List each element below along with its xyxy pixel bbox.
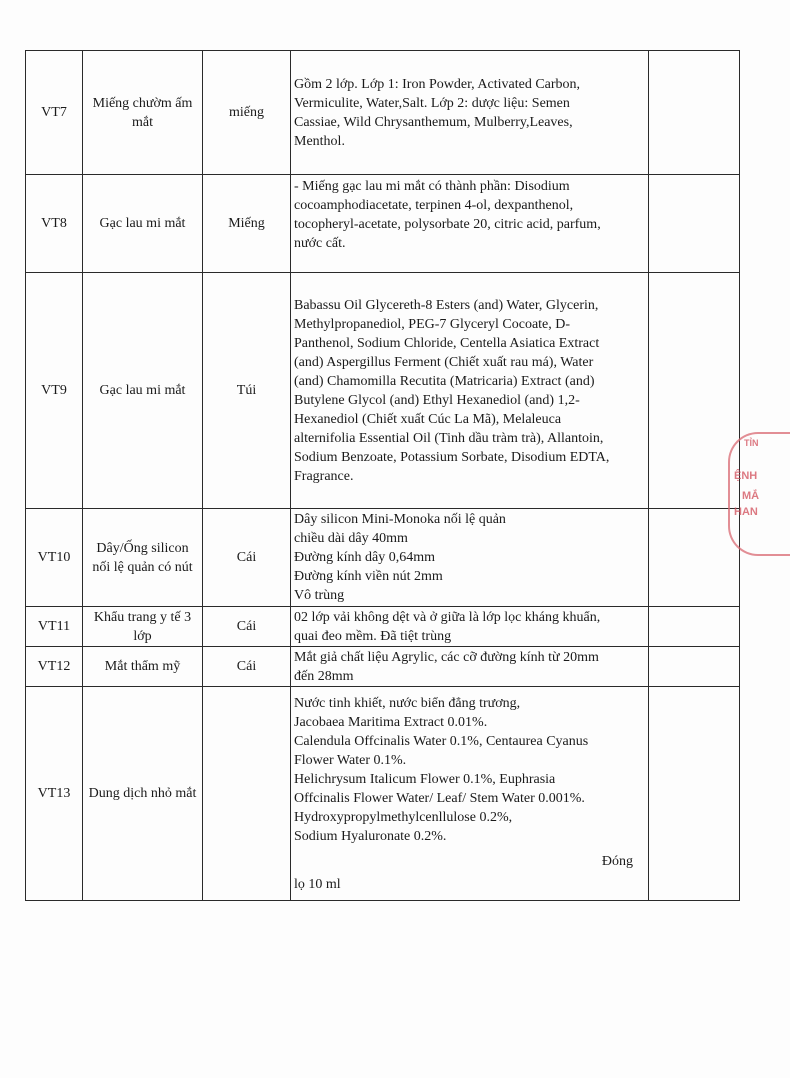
row-unit: Túi (203, 273, 291, 509)
table-row-vt11 (26, 607, 740, 647)
row-name: Mắt thẩm mỹ (83, 647, 203, 687)
row-empty-cell (649, 687, 740, 901)
row-empty-cell (649, 607, 740, 647)
row-unit: Cái (203, 647, 291, 687)
row-unit (203, 687, 291, 901)
table-row-vt12 (26, 647, 740, 687)
supplies-table (25, 50, 740, 901)
row-description: - Miếng gạc lau mi mắt có thành phần: Disodium cocoamphodiacetate, terpinen 4-ol, dexpanthenol, tocopheryl-acetate, polysorbate 20, citric acid, parfum, nước cất. (291, 175, 649, 273)
row-name: Miếng chườm ấm mắt (83, 51, 203, 175)
row-description: Dây silicon Mini-Monoka nối lệ quản chiều dài dây 40mm Đường kính dây 0,64mm Đường kính viền nút 2mm Vô trùng (291, 509, 649, 607)
row-empty-cell (649, 175, 740, 273)
row-unit: Cái (203, 607, 291, 647)
row-description: Mắt giả chất liệu Agrylic, các cỡ đường kính từ 20mm đến 28mm (291, 647, 649, 687)
table-row-vt10 (26, 509, 740, 607)
row-name: Gạc lau mi mắt (83, 273, 203, 509)
table-row-vt8 (26, 175, 740, 273)
row-name: Dây/Ống silicon nối lệ quản có nút (83, 509, 203, 607)
row-code: VT7 (26, 51, 83, 175)
row-description: Babassu Oil Glycereth-8 Esters (and) Water, Glycerin, Methylpropanediol, PEG-7 Glyceryl Cocoate, D- Panthenol, Sodium Chloride, Centella Asiatica Extract (and) Aspergillus Ferment (Chiết xuất rau má), Water (and) Chamomilla Recutita (Matricaria) Extract (and) Butylene Glycol (and) Ethyl Hexanediol (and) 1,2- Hexanediol (Chiết xuất Cúc La Mã), Melaleuca alternifolia Essential Oil (Tinh dầu tràm trà), Allantoin, Sodium Benzoate, Potassium Sorbate, Disodium EDTA, Fragrance. (291, 273, 649, 509)
row-description: 02 lớp vải không dệt và ở giữa là lớp lọc kháng khuẩn, quai đeo mềm. Đã tiệt trùng (291, 607, 649, 647)
table-row-vt13 (26, 687, 740, 901)
row-name: Dung dịch nhỏ mắt (83, 687, 203, 901)
row-code: VT9 (26, 273, 83, 509)
table-row-vt7 (26, 51, 740, 175)
row-name: Khẩu trang y tế 3 lớp (83, 607, 203, 647)
row-unit: miếng (203, 51, 291, 175)
row-description: Nước tinh khiết, nước biển đẳng trương, Jacobaea Maritima Extract 0.01%. Calendula Offcinalis Water 0.1%, Centaurea Cyanus Flower Water 0.1%. Helichrysum Italicum Flower 0.1%, Euphrasia Offcinalis Flower Water/ Leaf/ Stem Water 0.001%. Hydroxypropylmethylcenllulose 0.2%, Sodium Hyaluronate 0.2%. Đóng lọ 10 ml (291, 687, 649, 901)
row-description: Gồm 2 lớp. Lớp 1: Iron Powder, Activated Carbon, Vermiculite, Water,Salt. Lớp 2: dược liệu: Semen Cassiae, Wild Chrysanthemum, Mulberry,Leaves, Menthol. (291, 51, 649, 175)
row-code: VT10 (26, 509, 83, 607)
row-code: VT12 (26, 647, 83, 687)
row-empty-cell (649, 51, 740, 175)
row-empty-cell (649, 647, 740, 687)
row-code: VT11 (26, 607, 83, 647)
row-empty-cell (649, 273, 740, 509)
row-code: VT13 (26, 687, 83, 901)
row-unit: Cái (203, 509, 291, 607)
row-code: VT8 (26, 175, 83, 273)
row-empty-cell (649, 509, 740, 607)
row-name: Gạc lau mi mắt (83, 175, 203, 273)
official-seal-stamp: TỈN ỆNH MẮ HAN (728, 432, 790, 556)
row-unit: Miếng (203, 175, 291, 273)
table-row-vt9 (26, 273, 740, 509)
